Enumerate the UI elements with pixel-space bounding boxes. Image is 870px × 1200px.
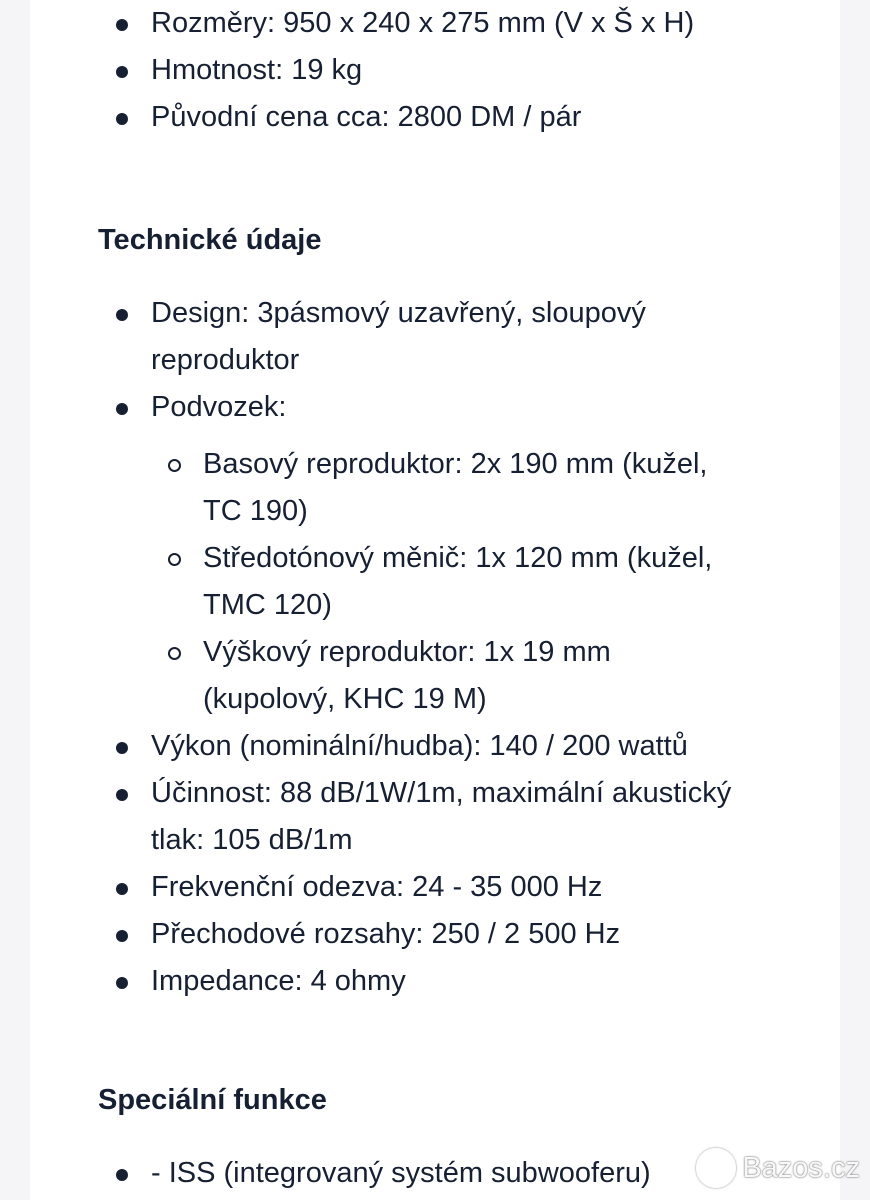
sublist-item <box>30 535 790 629</box>
bazos-watermark <box>696 1148 860 1188</box>
list-item-text: Rozměry: 950 x 240 x 275 mm (V x Š x H) <box>151 7 695 39</box>
list-item-text: Účinnost: 88 dB/1W/1m, maximální akustický tlak: 105 dB/1m <box>151 777 732 856</box>
special-heading: Speciální funkce <box>98 1084 327 1116</box>
list-item-text: Výkon (nominální/hudba): 140 / 200 wattů <box>151 730 688 762</box>
listing-description <box>30 0 840 1200</box>
bullet-icon <box>116 930 128 942</box>
sublist-item-text: Středotónový měnič: 1x 120 mm (kužel, TMC 120) <box>203 542 713 621</box>
bullet-icon <box>116 977 128 989</box>
bullet-icon <box>116 19 128 31</box>
list-item <box>30 94 840 141</box>
list-item-text: Hmotnost: 19 kg <box>151 54 363 86</box>
list-item-text: - ISS (integrovaný systém subwooferu) <box>151 1157 651 1189</box>
list-item-text: Design: 3pásmový uzavřený, sloupový reproduktor <box>151 297 646 376</box>
bullet-icon <box>116 66 128 78</box>
bullet-icon <box>116 309 128 321</box>
list-item <box>30 864 840 911</box>
chassis-sublist <box>30 441 790 723</box>
list-item <box>30 47 840 94</box>
list-item <box>30 723 840 770</box>
list-item-text: Původní cena cca: 2800 DM / pár <box>151 101 582 133</box>
bullet-icon <box>116 883 128 895</box>
circle-bullet-icon <box>168 459 181 472</box>
bullet-icon <box>116 403 128 415</box>
sublist-item <box>30 441 790 535</box>
watermark-text: Bazos.cz <box>742 1151 860 1184</box>
list-item <box>30 770 840 864</box>
list-item <box>30 290 840 384</box>
list-item-text: Podvozek: <box>151 391 287 423</box>
bullet-icon <box>116 1169 128 1181</box>
list-item-text: Frekvenční odezva: 24 - 35 000 Hz <box>151 871 603 903</box>
specs-list-top <box>30 0 840 141</box>
list-item-text: Přechodové rozsahy: 250 / 2 500 Hz <box>151 918 621 950</box>
list-item <box>30 384 840 723</box>
sublist-item <box>30 629 790 723</box>
bullet-icon <box>116 113 128 125</box>
list-item <box>30 0 840 47</box>
circle-bullet-icon <box>168 553 181 566</box>
technical-list <box>30 290 840 1005</box>
list-item <box>30 911 840 958</box>
list-item-text: Impedance: 4 ohmy <box>151 965 406 997</box>
bullet-icon <box>116 789 128 801</box>
list-item <box>30 958 840 1005</box>
circle-bullet-icon <box>168 647 181 660</box>
sublist-item-text: Basový reproduktor: 2x 190 mm (kužel, TC 190) <box>203 448 708 527</box>
bullet-icon <box>116 742 128 754</box>
at-sign-icon <box>696 1148 736 1188</box>
sublist-item-text: Výškový reproduktor: 1x 19 mm (kupolový, KHC 19 M) <box>203 636 611 715</box>
technical-heading: Technické údaje <box>98 224 322 256</box>
